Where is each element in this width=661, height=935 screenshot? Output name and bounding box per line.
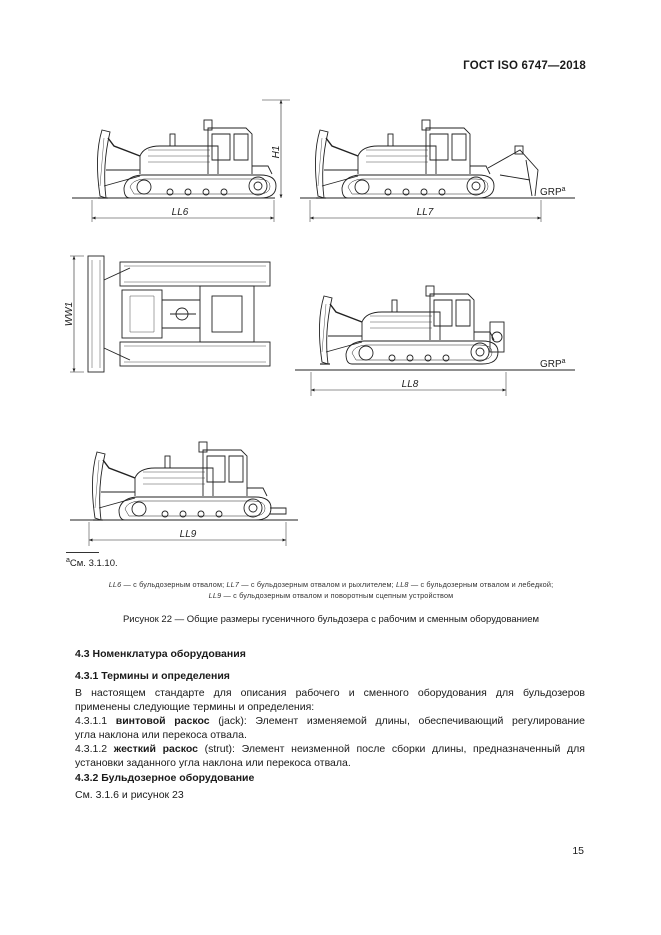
grp-label-2: GRP$^a$: [540, 358, 566, 370]
term-strut: 4.3.1.2 жесткий раскос (strut): Элемент неизменной после сборки длины, предназначенный для установки заданного угла наклона или перекоса отвала.: [75, 743, 585, 769]
section-4-3-1-title: 4.3.1 Термины и определения: [75, 670, 230, 682]
page-number: 15: [572, 845, 584, 857]
dim-ll8: LL8: [401, 379, 419, 390]
section-4-3-title: 4.3 Номенклатура оборудования: [75, 648, 246, 660]
intro-paragraph: В настоящем стандарте для описания рабочего и сменного оборудования для бульдозеров применены следующие термины и определения:: [75, 687, 585, 713]
footnote-rule: [66, 552, 99, 553]
term-jack: 4.3.1.1 винтовой раскос (jack): Элемент изменяемой длины, обеспечивающий регулирование угла наклона или перекоса отвала.: [75, 715, 585, 741]
figure-legend-line-2: LL9 — с бульдозерным отвалом и поворотным сцепным устройством: [208, 591, 454, 600]
figure-caption: Рисунок 22 — Общие размеры гусеничного бульдозера с рабочим и сменным оборудованием: [122, 614, 540, 625]
dim-ll6: LL6: [171, 207, 189, 218]
dim-ll7: LL7: [416, 207, 434, 218]
grp-label-1: GRP$^a$: [540, 186, 566, 198]
figure-legend-line-1: LL6 — с бульдозерным отвалом; LL7 — с бульдозерным отвалом и рыхлителем; LL8 — с бульдозерным отвалом и лебедкой;: [108, 580, 554, 589]
document-header: ГОСТ ISO 6747—2018: [463, 60, 586, 72]
dim-ll9: LL9: [179, 529, 197, 540]
section-4-3-2-text: См. 3.1.6 и рисунок 23: [75, 789, 184, 801]
figure-footnote: $^a$См. 3.1.10.: [66, 557, 118, 570]
dim-ww1: WW1: [64, 301, 75, 327]
top-view-bulldozer: [88, 256, 270, 372]
dim-h1: H1: [271, 145, 282, 159]
section-4-3-2-title: 4.3.2 Бульдозерное оборудование: [75, 772, 255, 784]
